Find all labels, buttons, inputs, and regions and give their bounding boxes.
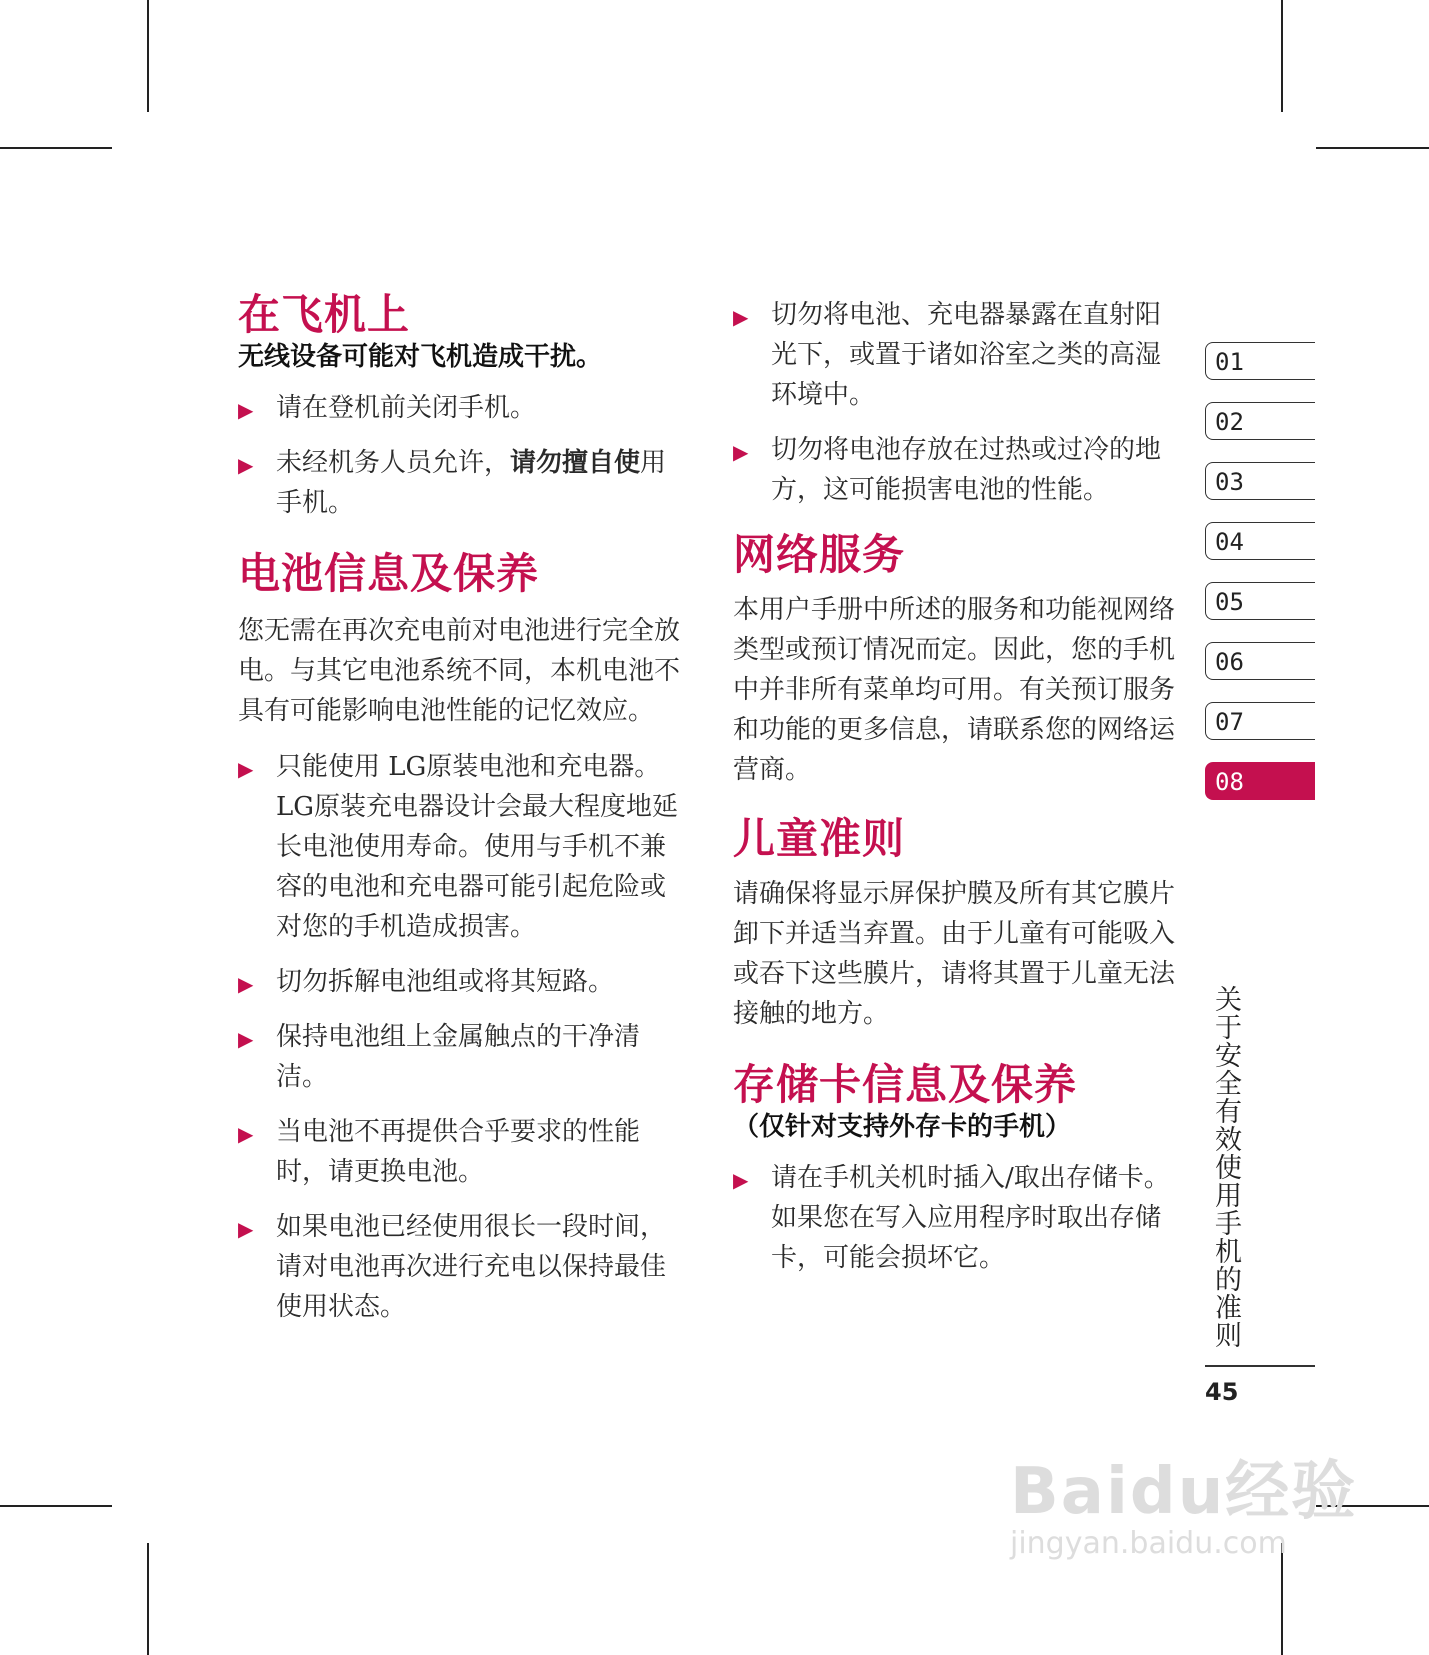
page-number-rule [1205,1365,1315,1367]
watermark [1010,1440,1357,1561]
chapter-tab-08[interactable]: 08 [1205,762,1315,800]
bullet-arrow-icon: ▶ [733,440,749,464]
list-item: ▶ 切勿拆解电池组或将其短路。 [238,962,688,1002]
bullet-arrow-icon: ▶ [238,398,254,422]
watermark-url: jingyan.baidu.com [1010,1526,1287,1561]
chapter-vertical-title: 关于安全有效使用手机的准则 [1210,985,1241,1349]
list-item: ▶ 保持电池组上金属触点的干净清洁。 [238,1017,688,1097]
crop-mark [147,1543,149,1655]
crop-mark [1281,0,1283,112]
list-item: ▶ 请在登机前关闭手机。 [238,388,688,428]
section-title-airplane: 在飞机上 [238,290,411,339]
section-body-children: 请确保将显示屏保护膜及所有其它膜片卸下并适当弃置。由于儿童有可能吸入或吞下这些膜片，请将其置于儿童无法接触的地方。 [733,879,1176,1029]
bullet-arrow-icon: ▶ [238,972,254,996]
section-body-network: 本用户手册中所述的服务和功能视网络类型或预订情况而定。因此，您的手机中并非所有菜单均可用。有关预订服务和功能的更多信息，请联系您的网络运营商。 [733,595,1176,785]
section-title-battery: 电池信息及保养 [238,549,540,598]
list-item: ▶ 切勿将电池、充电器暴露在直射阳光下，或置于诸如浴室之类的高湿环境中。 [733,295,1183,415]
chapter-tab-07[interactable]: 07 [1205,702,1315,740]
watermark-brand: Baidu经验 [1010,1455,1358,1529]
bullet-arrow-icon: ▶ [733,1168,749,1192]
chapter-tabs [1205,342,1315,822]
section-title-memory-card: 存储卡信息及保养 [733,1060,1078,1109]
list-item: ▶ 当电池不再提供合乎要求的性能时，请更换电池。 [238,1112,688,1192]
section-body-battery: 您无需在再次充电前对电池进行完全放电。与其它电池系统不同，本机电池不具有可能影响电池性能的记忆效应。 [238,616,681,726]
bullet-arrow-icon: ▶ [238,1027,254,1051]
bullet-arrow-icon: ▶ [733,305,749,329]
list-item: ▶ 如果电池已经使用很长一段时间，请对电池再次进行充电以保持最佳使用状态。 [238,1207,688,1327]
bullet-arrow-icon: ▶ [238,1217,254,1241]
bullet-list-battery-cont [733,295,1183,510]
list-item: ▶ 只能使用 LG原装电池和充电器。LG原装充电器设计会最大程度地延长电池使用寿命。使用与手机不兼容的电池和充电器可能引起危险或对您的手机造成损害。 [238,747,688,947]
right-column [733,295,1183,1293]
chapter-tab-02[interactable]: 02 [1205,402,1315,440]
chapter-tab-06[interactable]: 06 [1205,642,1315,680]
chapter-tab-03[interactable]: 03 [1205,462,1315,500]
bullet-arrow-icon: ▶ [238,757,254,781]
list-item: ▶ 请在手机关机时插入/取出存储卡。如果您在写入应用程序时取出存储卡，可能会损坏它。 [733,1158,1183,1278]
bullet-arrow-icon: ▶ [238,1122,254,1146]
chapter-tab-05[interactable]: 05 [1205,582,1315,620]
list-item: ▶ 未经机务人员允许，请勿擅自使用手机。 [238,443,688,523]
chapter-tab-04[interactable]: 04 [1205,522,1315,560]
bullet-list-battery [238,747,688,1327]
crop-mark [1316,147,1429,149]
bullet-list-memory-card [733,1158,1183,1278]
section-title-network: 网络服务 [733,530,906,579]
crop-mark [147,0,149,112]
page-number: 45 [1205,1378,1239,1406]
section-subtitle-airplane: 无线设备可能对飞机造成干扰。 [238,342,603,372]
chapter-tab-01[interactable]: 01 [1205,342,1315,380]
section-subtitle-memory-card: （仅针对支持外存卡的手机） [733,1112,1072,1142]
list-item: ▶ 切勿将电池存放在过热或过冷的地方，这可能损害电池的性能。 [733,430,1183,510]
crop-mark [0,1505,112,1507]
bullet-arrow-icon: ▶ [238,453,254,477]
left-column [238,290,688,1342]
section-title-children: 儿童准则 [733,814,906,863]
crop-mark [0,147,112,149]
bullet-list-airplane [238,388,688,523]
